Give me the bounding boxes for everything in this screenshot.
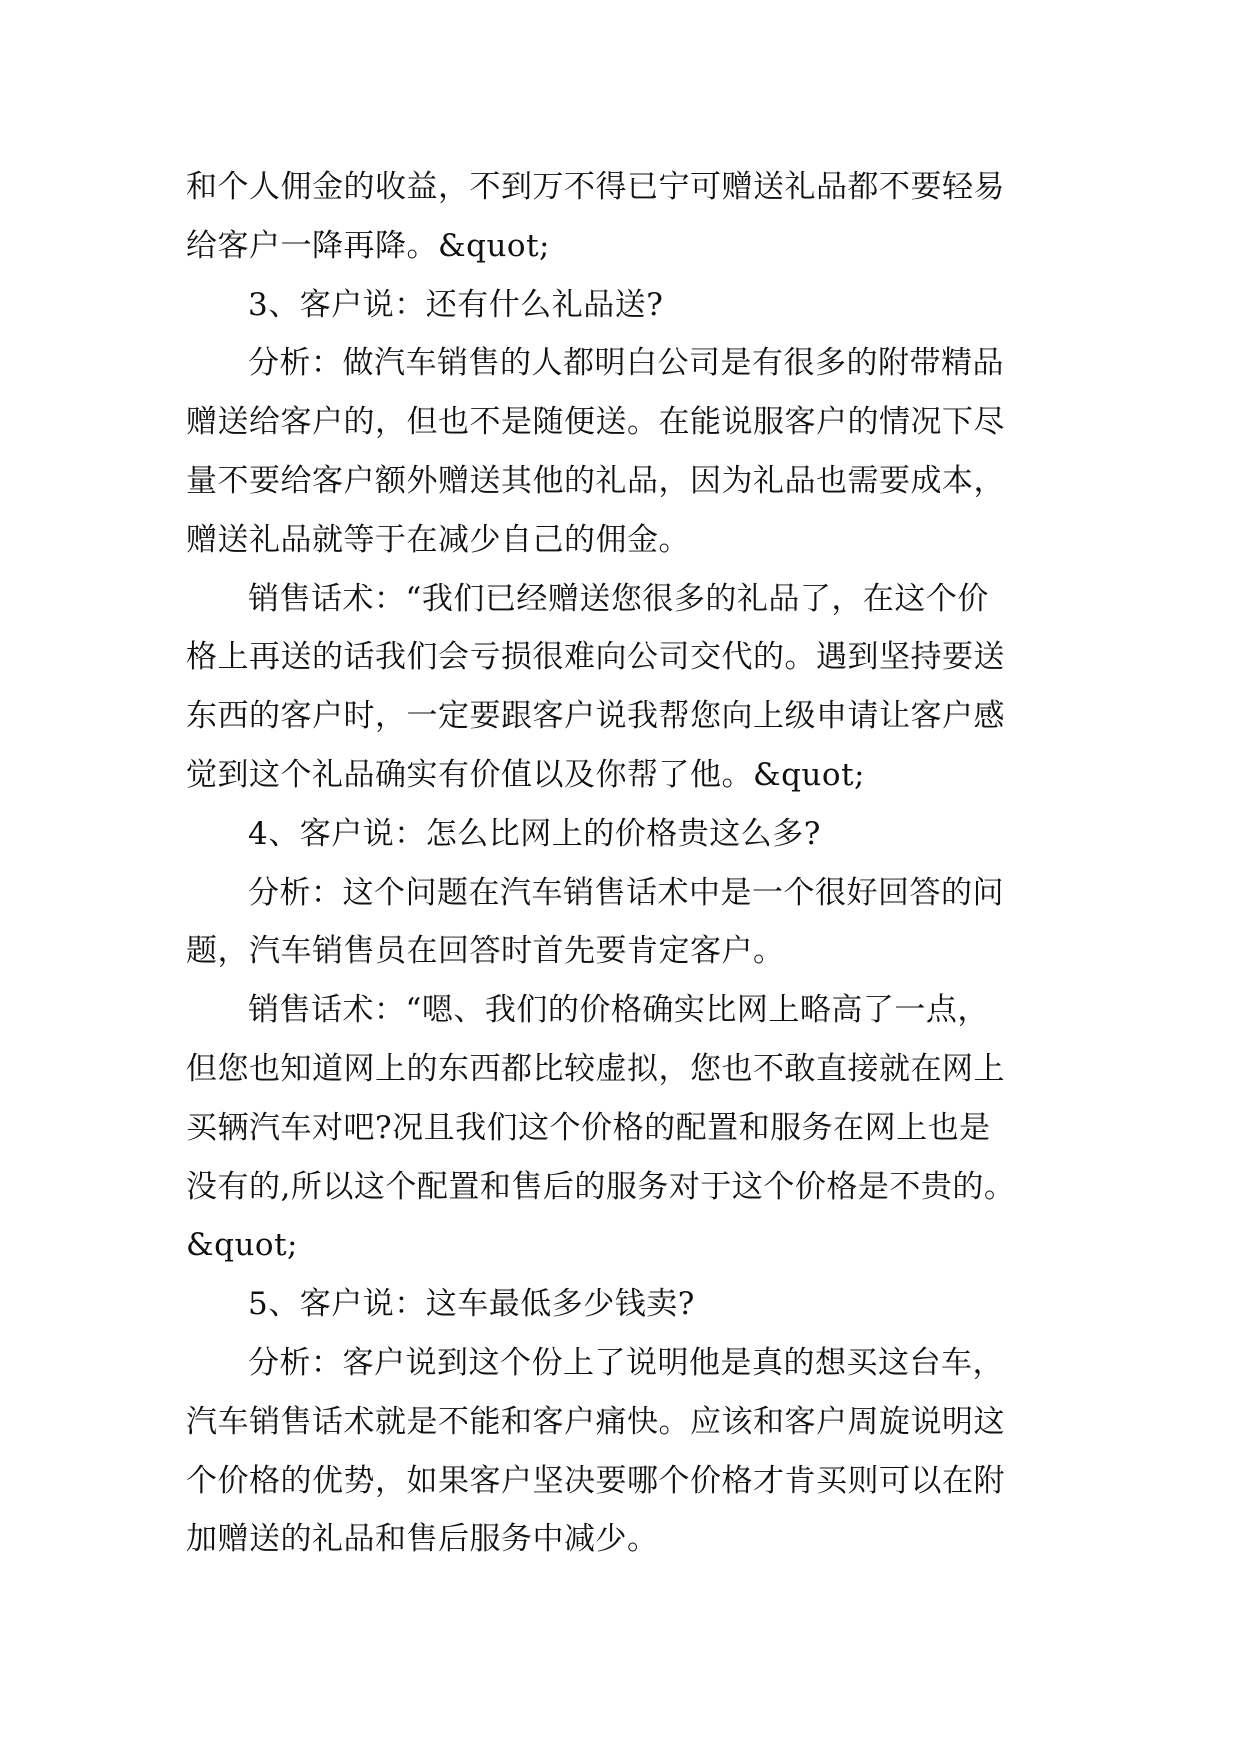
text-line: 汽车销售话术就是不能和客户痛快。应该和客户周旋说明这 [186, 1403, 1005, 1440]
text-line: 和个人佣金的收益，不到万不得已宁可赠送礼品都不要轻易 [186, 169, 1005, 205]
section-heading: 4、客户说：怎么比网上的价格贵这么多? [248, 815, 821, 852]
text-line: 分析：客户说到这个份上了说明他是真的想买这台车， [248, 1344, 1004, 1381]
text-line: 觉到这个礼品确实有价值以及你帮了他。&quot; [186, 756, 865, 793]
text-line: 销售话术：“我们已经赠送您很多的礼品了，在这个价 [248, 580, 989, 617]
text-line: 没有的,所以这个配置和售后的服务对于这个价格是不贵的。 [186, 1168, 1016, 1205]
text-line: 格上再送的话我们会亏损很难向公司交代的。遇到坚持要送 [186, 639, 1005, 676]
document-body [186, 158, 1066, 1569]
text-line: 但您也知道网上的东西都比较虚拟，您也不敢直接就在网上 [186, 1050, 1005, 1087]
text-line: 加赠送的礼品和售后服务中减少。 [186, 1521, 659, 1558]
text-line: 赠送给客户的，但也不是随便送。在能说服客户的情况下尽 [186, 404, 1005, 441]
text-line: 个价格的优势，如果客户坚决要哪个价格才肯买则可以在附 [186, 1462, 1005, 1499]
section-heading: 5、客户说：这车最低多少钱卖? [248, 1286, 695, 1323]
text-line: 买辆汽车对吧?况且我们这个价格的配置和服务在网上也是 [186, 1109, 991, 1146]
section-heading: 3、客户说：还有什么礼品送? [248, 286, 664, 323]
text-line: 分析：这个问题在汽车销售话术中是一个很好回答的问 [248, 874, 1004, 911]
text-line: 分析：做汽车销售的人都明白公司是有很多的附带精品 [248, 345, 1004, 382]
text-line: 量不要给客户额外赠送其他的礼品，因为礼品也需要成本， [186, 462, 1005, 499]
text-line: 东西的客户时，一定要跟客户说我帮您向上级申请让客户感 [186, 698, 1005, 735]
text-line: 赠送礼品就等于在减少自己的佣金。 [186, 521, 690, 558]
text-line: &quot; [186, 1227, 298, 1264]
text-line: 销售话术：“嗯、我们的价格确实比网上略高了一点， [248, 992, 989, 1029]
text-line: 题，汽车销售员在回答时首先要肯定客户。 [186, 933, 785, 970]
text-line: 给客户一降再降。&quot; [186, 227, 550, 264]
